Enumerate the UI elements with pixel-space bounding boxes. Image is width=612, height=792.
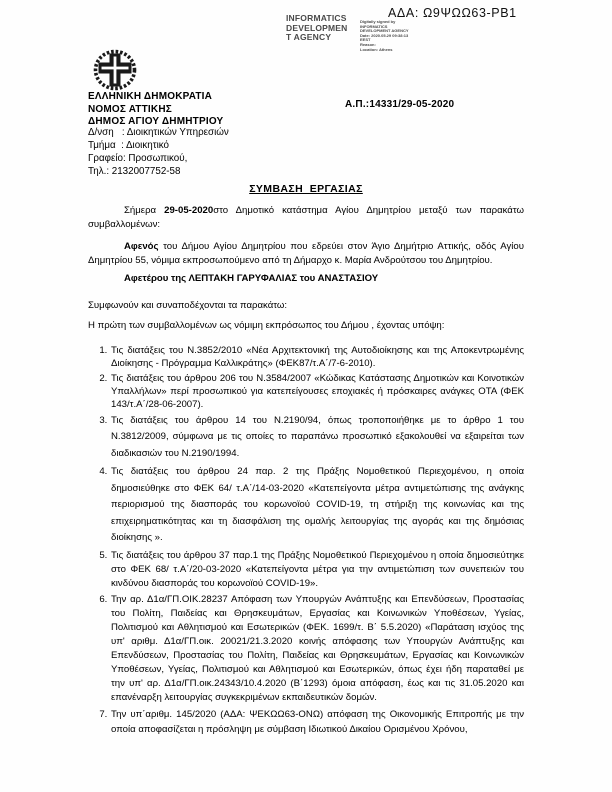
consideration-item-7: 7. Την υπ΄αριθμ. 145/2020 (ΑΔΑ: ΨΕΚΩΩ63-ΟΝΩ) απόφαση της Οικονομικής Επιτροπής με την οποία αποφασίζεται η πρόσληψη με σύμβαση Ιδιωτικού Δικαίου Ορισμένου Χρόνου, [110, 707, 524, 737]
consideration-item-4: 4. Τις διατάξεις του άρθρου 24 παρ. 2 της Πράξης Νομοθετικού Περιεχομένου, η οποία δημοσιεύθηκε στο ΦΕΚ 64/ τ.Α΄/14-03-2020 «Κατεπείγοντα μέτρα αντιμετώπισης της ανάγκης περιορισμού της διασποράς του κορωνοϊού COVID-19, τη στήριξη της κοινωνίας και της επιχειρηματικότητας και τη διασφάλιση της ομαλής λειτουργίας της αγοράς και της δημόσιας διοίκησης ». [110, 464, 524, 547]
org-line-municipality: ΔΗΜΟΣ ΑΓΙΟΥ ΔΗΜΗΤΡΙΟΥ [88, 116, 224, 127]
signature-detail-line: DEVELOPMENT AGENCY [360, 28, 409, 34]
signature-agency-name [286, 14, 356, 52]
signature-detail-line: EEST [360, 37, 371, 43]
signature-detail-line: Digitally signed by [360, 19, 396, 24]
signature-detail-line: INFORMATICS [360, 23, 388, 29]
party-a-lead: Αφενός [124, 241, 159, 252]
preamble-line: Η πρώτη των συμβαλλομένων ως νόμιμη εκπρόσωπος του Δήμου , έχοντας υπόψη: [88, 320, 445, 331]
signature-details [360, 14, 430, 52]
party-a-text: του Δήμου Αγίου Δημητρίου που εδρεύει στον Άγιο Δημήτριο Αττικής, οδός Αγίου Δημητρίου 55, νόμιμα εκπροσωπούμενο από τη Δήμαρχο κ. Μαρία Ανδρούτσου του Δημητρίου. [88, 241, 524, 266]
party-a-paragraph [88, 240, 524, 267]
intro-paragraph [88, 204, 524, 231]
agreement-line: Συμφωνούν και συναποδέχονται τα παρακάτω: [88, 299, 288, 311]
greek-coat-of-arms-icon [92, 49, 138, 96]
consideration-item-3: 3. Τις διατάξεις του άρθρου 14 του Ν.2190/94, όπως τροποποιήθηκε με το άρθρο 1 του Ν.3812/2009, σύμφωνα με τις οποίες το παραπάνω προσωπικό εξακολουθεί να εξαιρείται των διαδικασιών του Ν.2190/1994. [110, 413, 524, 463]
intro-rest: στο Δημοτικό κατάστημα Αγίου Δημητρίου μεταξύ των παρακάτω συμβαλλομένων: [88, 205, 524, 230]
consideration-item-5: 5. Τις διατάξεις του άρθρου 37 παρ.1 της Πράξης Νομοθετικού Περιεχομένου η οποία δημοσιεύτηκε στο ΦΕΚ 68/ τ.Α΄/20-03-2020 «Κατεπείγοντα μέτρα για την αντιμετώπιση των συνεπειών του κινδύνου διασποράς του κορωνοϊού COVID-19». [110, 549, 524, 591]
document-title: ΣΥΜΒΑΣΗ ΕΡΓΑΣΙΑΣ [249, 183, 363, 195]
legal-considerations-list [88, 344, 524, 737]
digital-signature-stamp [286, 14, 436, 52]
dept-phone: Τηλ.: 2132007752-58 [88, 166, 181, 177]
dept-directorate: Δ/νση : Διοικητικών Υπηρεσιών [88, 127, 229, 138]
signature-agency-line: INFORMATICS [286, 13, 347, 23]
consideration-item-2: 2. Τις διατάξεις του άρθρου 206 του Ν.3584/2007 «Κώδικας Κατάστασης Δημοτικών και Κοινοτικών Υπαλλήλων» περί προσωπικού για κατεπείγουσες εποχιακές ή πρόσκαιρες ανάγκες ΟΤΑ (ΦΕΚ 143/τ.Α΄/28-06-2007). [110, 372, 524, 411]
contract-date: 29-05-2020 [164, 205, 214, 216]
protocol-number: Α.Π.:14331/29-05-2020 [345, 99, 455, 110]
signature-detail-line: Date: 2020.05.29 09:38:13 [360, 32, 409, 38]
org-line-prefecture: ΝΟΜΟΣ ΑΤΤΙΚΗΣ [88, 103, 172, 115]
signature-agency-line: T AGENCY [286, 32, 332, 42]
consideration-item-6: 6. Την αρ. Δ1α/ΓΠ.ΟΙΚ.28237 Απόφαση των Υπουργών Ανάπτυξης και Επενδύσεων, Προστασίας του Πολίτη, Παιδείας και Θρησκευμάτων, Εργασίας και Κοινωνικών Υποθέσεων, Υγείας, Πολιτισμού και Αθλητισμού και Εσωτερικών (ΦΕΚ. 1699/τ. Β΄ 5.5.2020) «Παράταση ισχύος της υπ' αριθμ. Δ1α/ΓΠ.οικ. 20021/21.3.2020 κοινής απόφασης των Υπουργών Ανάπτυξης και Επενδύσεων, Προστασίας του Πολίτη, Παιδείας και Θρησκευμάτων, Εργασίας και Κοινωνικών Υποθέσεων, Υγείας, Πολιτισμού και Αθλητισμού και Εσωτερικών, όπως έχει ήδη παραταθεί με την υπ' αρ. Δ1α/ΓΠ.οικ.24343/10.4.2020 (Β΄1293) όμοια απόφαση, έως και τις 31.05.2020 και επανέναρξη λειτουργίας συγκεκριμένων εκπαιδευτικών δομών. [110, 593, 524, 705]
consideration-item-1: 1. Τις διατάξεις του Ν.3852/2010 «Νέα Αρχιτεκτονική της Αυτοδιοίκησης και της Αποκεντρωμένης Διοίκησης - Πρόγραμμα Καλλικράτης» (ΦΕΚ87/τ.Α΄/7-6-2010). [110, 344, 524, 370]
intro-prefix: Σήμερα [124, 205, 165, 216]
org-line-republic: ΕΛΛΗΝΙΚΗ ΔΗΜΟΚΡΑΤΙΑ [88, 91, 213, 102]
signature-agency-line: DEVELOPMEN [286, 22, 348, 33]
document-body [88, 204, 524, 739]
ada-code: ΑΔΑ: Ω9ΨΩΩ63-ΡΒ1 [388, 6, 517, 20]
dept-office: Γραφείο: Προσωπικού, [88, 153, 188, 164]
department-details [88, 126, 229, 178]
signature-detail-line: Reason: [360, 41, 376, 47]
party-b-line: Αφετέρου της ΛΕΠΤΑΚΗ ΓΑΡΥΦΑΛΙΑΣ του ΑΝΑΣΤΑΣΙΟΥ [124, 273, 379, 284]
issuing-authority [88, 91, 223, 129]
signature-detail-line: Location: Athens [360, 46, 393, 52]
dept-section: Τμήμα : Διοικητικό [88, 140, 169, 151]
